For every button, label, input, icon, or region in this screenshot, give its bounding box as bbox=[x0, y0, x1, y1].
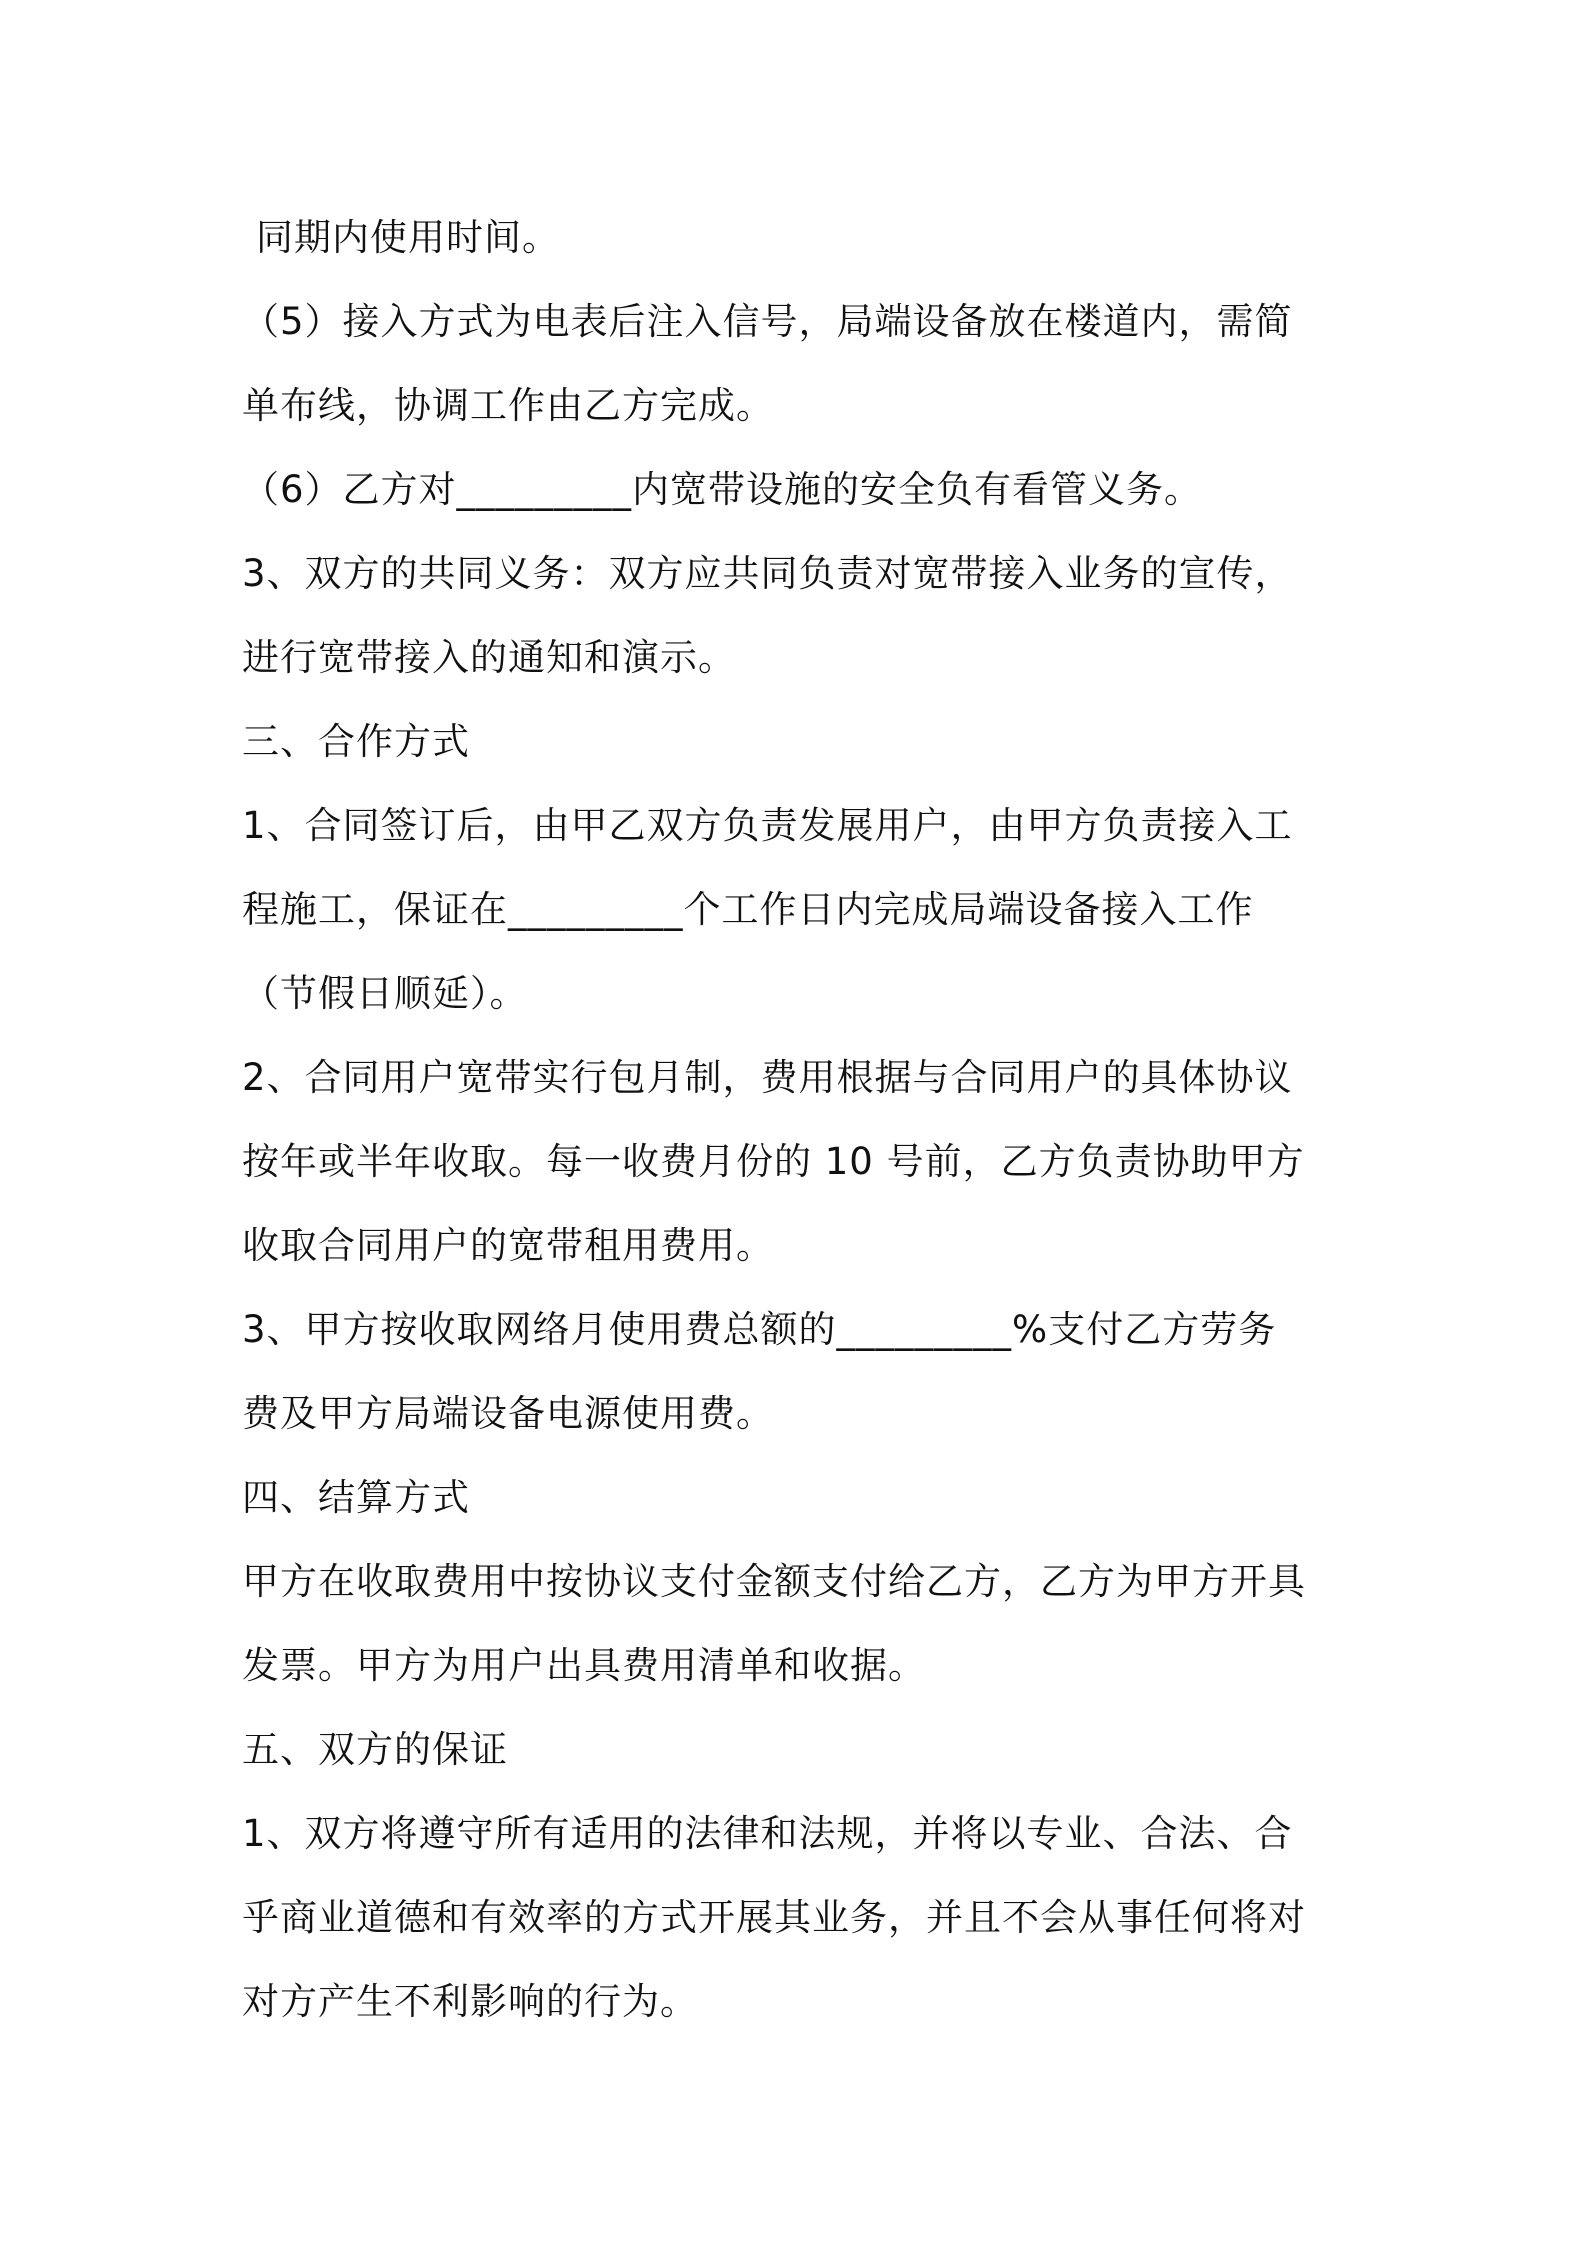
text-line: 1、双方将遵守所有适用的法律和法规，并将以专业、合法、合 bbox=[242, 1812, 1293, 1855]
text-line: 甲方在收取费用中按协议支付金额支付给乙方，乙方为甲方开具 bbox=[242, 1560, 1306, 1603]
text-line: 进行宽带接入的通知和演示。 bbox=[242, 636, 736, 679]
text-line: （节假日顺延）。 bbox=[242, 972, 528, 1015]
text-line: 费及甲方局端设备电源使用费。 bbox=[242, 1392, 774, 1435]
section-heading: 五、双方的保证 bbox=[242, 1728, 508, 1771]
text-line: 对方产生不利影响的行为。 bbox=[242, 1980, 698, 2023]
text-line: 收取合同用户的宽带租用费用。 bbox=[242, 1224, 774, 1267]
text-line: 程施工，保证在_________个工作日内完成局端设备接入工作 bbox=[242, 888, 1254, 931]
text-line: 按年或半年收取。每一收费月份的 10 号前，乙方负责协助甲方 bbox=[242, 1140, 1305, 1183]
text-line: 乎商业道德和有效率的方式开展其业务，并且不会从事任何将对 bbox=[242, 1896, 1306, 1939]
text-line: 同期内使用时间。 bbox=[256, 216, 560, 259]
text-line: （6）乙方对_________内宽带设施的安全负有看管义务。 bbox=[242, 468, 1203, 511]
document-body bbox=[242, 196, 1362, 2044]
section-heading: 四、结算方式 bbox=[242, 1476, 470, 1519]
text-line: 发票。甲方为用户出具费用清单和收据。 bbox=[242, 1644, 926, 1687]
text-line: 单布线，协调工作由乙方完成。 bbox=[242, 384, 774, 427]
section-heading: 三、合作方式 bbox=[242, 720, 470, 763]
text-line: （5）接入方式为电表后注入信号，局端设备放在楼道内，需简 bbox=[242, 300, 1293, 343]
text-line: 3、双方的共同义务：双方应共同负责对宽带接入业务的宣传， bbox=[242, 552, 1293, 595]
text-line: 3、甲方按收取网络月使用费总额的_________%支付乙方劳务 bbox=[242, 1308, 1277, 1351]
text-line: 1、合同签订后，由甲乙双方负责发展用户，由甲方负责接入工 bbox=[242, 804, 1293, 847]
text-line: 2、合同用户宽带实行包月制，费用根据与合同用户的具体协议 bbox=[242, 1056, 1293, 1099]
